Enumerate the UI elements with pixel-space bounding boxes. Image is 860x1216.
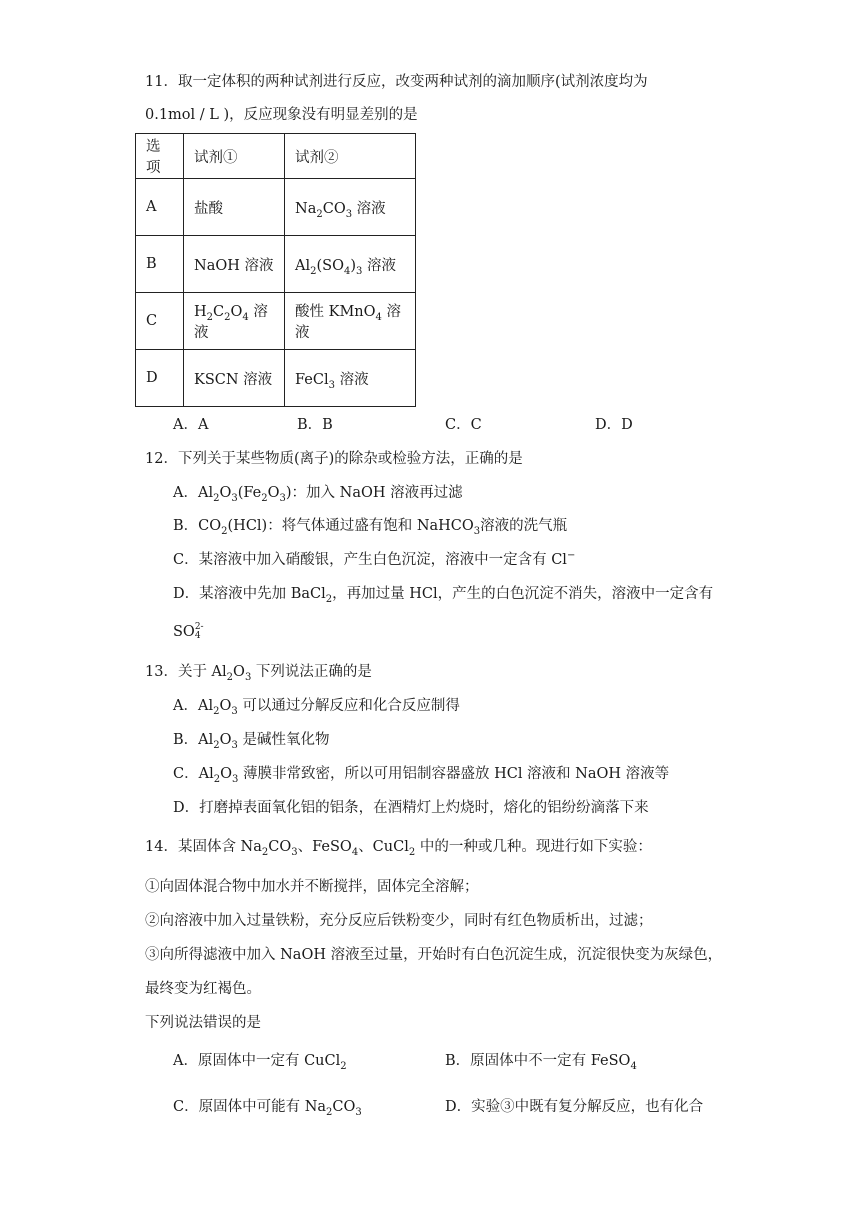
q14-step-3-continued: 最终变为红褐色。: [145, 981, 261, 997]
row-option: C: [136, 293, 184, 350]
q12-option-a: A．$Al_2O_3(Fe_2O_3)$：加入 NaOH 溶液再过滤: [173, 485, 463, 504]
row-option: A: [136, 179, 184, 236]
q11-choice-a: A．A: [173, 417, 209, 433]
row-reagent-1: NaOH 溶液: [184, 236, 285, 293]
row-option: B: [136, 236, 184, 293]
q12-option-b: B．$CO_2(HCl)$：将气体通过盛有饱和 NaHCO$_3$溶液的洗气瓶: [173, 518, 568, 537]
q11-choice-c: C．C: [445, 417, 482, 433]
q13-option-c: C．$Al_2O_3$ 薄膜非常致密，所以可用铝制容器盛放 HCl 溶液和 NaOH 溶液等: [173, 766, 670, 785]
q12-stem: 12．下列关于某些物质(离子)的除杂或检验方法，正确的是: [145, 451, 523, 467]
q14-option-c: C．原固体中可能有 $Na_2CO_3$: [173, 1099, 362, 1118]
q11-options-table: [135, 133, 416, 407]
header-option: 选项: [136, 134, 184, 179]
q14-question: 下列说法错误的是: [145, 1015, 261, 1031]
q14-option-a: A．原固体中一定有 CuCl$_2$: [173, 1053, 347, 1072]
q14-step-2: ②向溶液中加入过量铁粉，充分反应后铁粉变少，同时有红色物质析出，过滤；: [145, 913, 653, 929]
row-reagent-2: 酸性 KMnO$_4$ 溶液: [285, 293, 416, 350]
table-header-row: [136, 134, 416, 179]
q11-choice-d: D．D: [595, 417, 633, 433]
q14-option-b: B．原固体中不一定有 FeSO$_4$: [445, 1053, 637, 1072]
q14-stem: 14．某固体含 $Na_2CO_3$、FeSO$_4$、CuCl$_2$ 中的一种或几种。现进行如下实验：: [145, 839, 652, 858]
q13-option-b: B．$Al_2O_3$ 是碱性氧化物: [173, 732, 330, 751]
header-reagent-1: 试剂①: [184, 134, 285, 179]
row-reagent-1: 盐酸: [184, 179, 285, 236]
row-reagent-2: $Na_2CO_3$ 溶液: [285, 179, 416, 236]
q13-option-a: A．$Al_2O_3$ 可以通过分解反应和化合反应制得: [173, 698, 460, 717]
q14-step-1: ①向固体混合物中加水并不断搅拌，固体完全溶解；: [145, 879, 479, 895]
table-row: [136, 179, 416, 236]
row-option: D: [136, 350, 184, 407]
q13-stem: 13．关于 $Al_2O_3$ 下列说法正确的是: [145, 664, 372, 683]
q12-option-d: D．某溶液中先加 BaCl$_2$，再加过量 HCl，产生的白色沉淀不消失，溶液中一定含有: [173, 586, 714, 605]
table-row: [136, 236, 416, 293]
row-reagent-1: KSCN 溶液: [184, 350, 285, 407]
q14-option-d: D．实验③中既有复分解反应，也有化合: [445, 1099, 704, 1115]
q12-option-c: C．某溶液中加入硝酸银，产生白色沉淀，溶液中一定含有 Cl−: [173, 550, 576, 568]
q11-choice-b: B．B: [297, 417, 333, 433]
table-row: [136, 350, 416, 407]
q11-stem-line1: 11．取一定体积的两种试剂进行反应，改变两种试剂的滴加顺序(试剂浓度均为: [145, 74, 648, 90]
row-reagent-2: $Al_2(SO_4)_3$ 溶液: [285, 236, 416, 293]
row-reagent-2: FeCl$_3$ 溶液: [285, 350, 416, 407]
header-reagent-2: 试剂②: [285, 134, 416, 179]
row-reagent-1: $H_2C_2O_4$ 溶液: [184, 293, 285, 350]
q11-stem-line2: 0.1mol / L )，反应现象没有明显差别的是: [145, 107, 418, 123]
q12-option-d-ion: SO 2- 4: [173, 622, 204, 641]
q14-step-3: ③向所得滤液中加入 NaOH 溶液至过量，开始时有白色沉淀生成，沉淀很快变为灰绿色，: [145, 947, 723, 963]
q13-option-d: D．打磨掉表面氧化铝的铝条，在酒精灯上灼烧时，熔化的铝纷纷滴落下来: [173, 800, 649, 816]
table-row: [136, 293, 416, 350]
